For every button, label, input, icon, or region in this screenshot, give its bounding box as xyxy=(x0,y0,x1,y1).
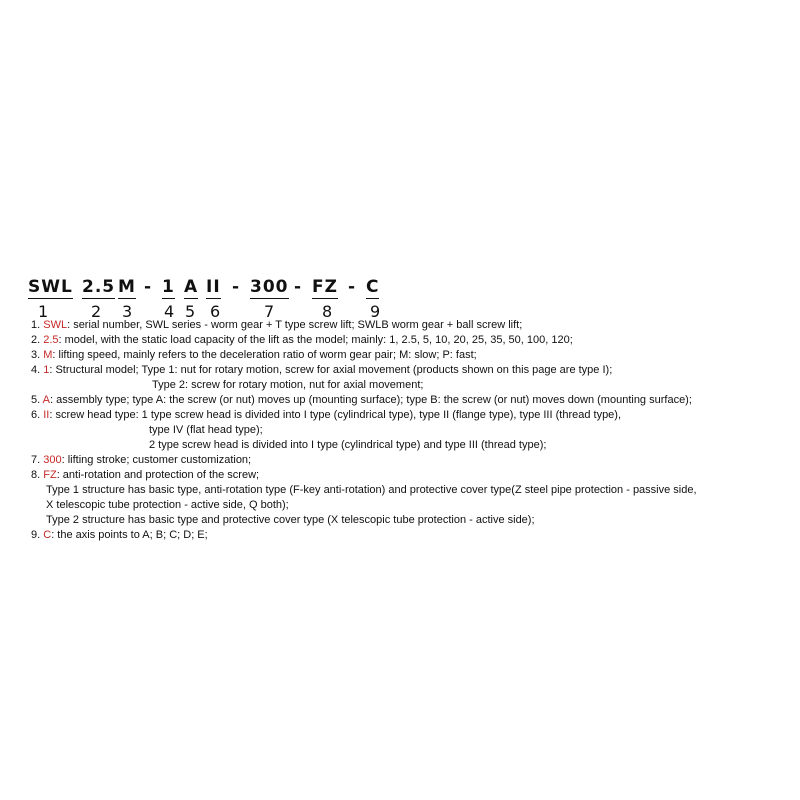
position-number: 2 xyxy=(91,302,102,321)
description-item: 3. M: lifting speed, mainly refers to the deceleration ratio of worm gear pair; M: slow; P: fast; xyxy=(31,349,477,361)
description-continuation: 2 type screw head is divided into I type (cylindrical type) and type III (thread type); xyxy=(149,439,547,451)
code-segment-axis: C xyxy=(366,277,380,297)
description-item: 5. A: assembly type; type A: the screw (or nut) moves up (mounting surface); type B: the screw (or nut) moves down (mounting surface); xyxy=(31,394,692,406)
position-number: 1 xyxy=(38,302,49,321)
description-key: FZ xyxy=(43,469,57,481)
code-separator: - xyxy=(348,277,356,297)
description-item: 7. 300: lifting stroke; customer customization; xyxy=(31,454,252,466)
description-continuation: type IV (flat head type); xyxy=(149,424,263,436)
code-segment-speed: M xyxy=(118,277,136,297)
description-key: 2.5 xyxy=(43,334,59,346)
code-description-list xyxy=(31,318,791,543)
description-item: 4. 1: Structural model; Type 1: nut for rotary motion, screw for axial movement (products shown on this page are type I); xyxy=(31,364,613,376)
code-separator: - xyxy=(232,277,240,297)
code-separator: - xyxy=(144,277,152,297)
position-number: 3 xyxy=(122,302,133,321)
code-segment-protection: FZ xyxy=(312,277,338,297)
position-number: 6 xyxy=(210,302,221,321)
description-key: SWL xyxy=(43,319,68,331)
code-segment-assembly: A xyxy=(184,277,199,297)
description-key: C xyxy=(43,529,52,541)
position-number: 4 xyxy=(164,302,175,321)
description-key: 300 xyxy=(43,454,62,466)
description-continuation: X telescopic tube protection - active side, Q both); xyxy=(46,499,289,511)
description-item: 1. SWL: serial number, SWL series - worm gear + T type screw lift; SWLB worm gear + ball screw lift; xyxy=(31,319,523,331)
code-segment-structure: 1 xyxy=(162,277,175,297)
description-key: 1 xyxy=(43,364,50,376)
description-item: 2. 2.5: model, with the static load capacity of the lift as the model; mainly: 1, 2.5, 5, 10, 20, 25, 35, 50, 100, 120; xyxy=(31,334,573,346)
description-continuation: Type 1 structure has basic type, anti-rotation type (F-key anti-rotation) and protective cover type(Z steel pipe protection - passive side, xyxy=(46,484,697,496)
description-key: II xyxy=(43,409,50,421)
code-segment-stroke: 300 xyxy=(250,277,289,297)
position-number: 7 xyxy=(264,302,275,321)
description-key: M xyxy=(43,349,53,361)
code-separator: - xyxy=(294,277,302,297)
description-continuation: Type 2: screw for rotary motion, nut for axial movement; xyxy=(152,379,424,391)
code-segment-head-type: II xyxy=(206,277,221,297)
description-item: 6. II: screw head type: 1 type screw head is divided into I type (cylindrical type), type II (flange type), type III (thread type), xyxy=(31,409,622,421)
position-number: 9 xyxy=(370,302,381,321)
code-segment-series: SWL xyxy=(28,277,73,297)
position-number: 5 xyxy=(185,302,196,321)
description-key: A xyxy=(42,394,50,406)
description-item: 8. FZ: anti-rotation and protection of the screw; xyxy=(31,469,260,481)
position-number: 8 xyxy=(322,302,333,321)
code-segment-model: 2.5 xyxy=(82,277,116,297)
description-continuation: Type 2 structure has basic type and protective cover type (X telescopic tube protection - active side); xyxy=(46,514,535,526)
description-item: 9. C: the axis points to A; B; C; D; E; xyxy=(31,529,208,541)
